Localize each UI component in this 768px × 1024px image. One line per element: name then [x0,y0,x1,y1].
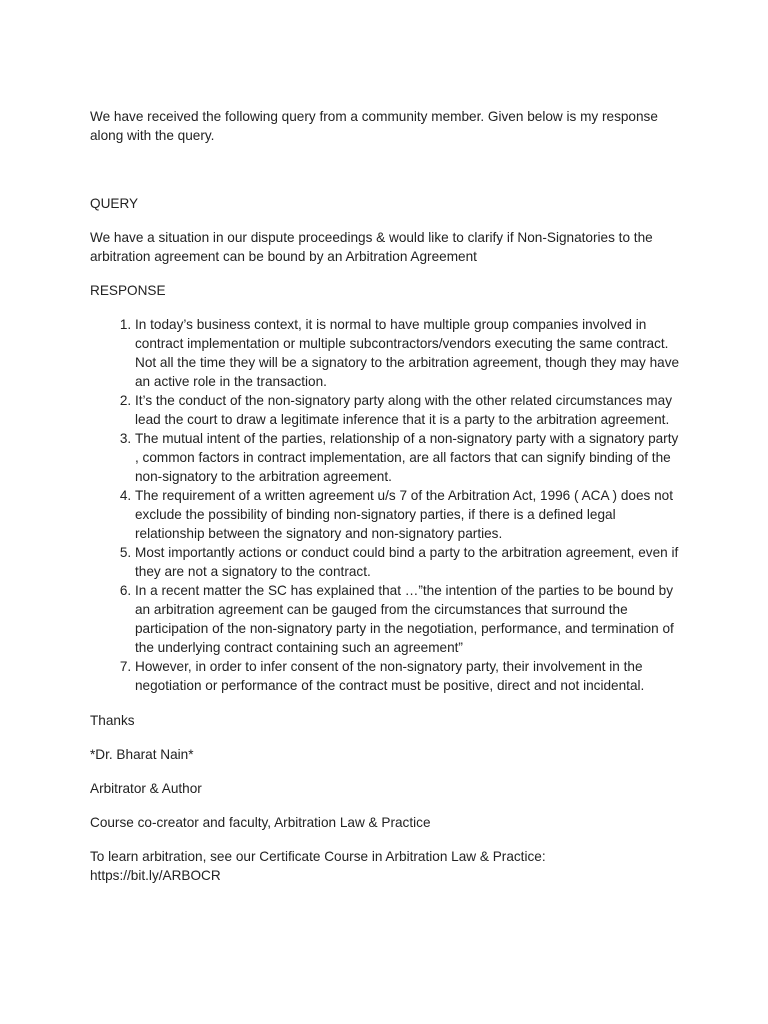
signoff-thanks: Thanks [90,713,135,728]
response-point: 2. It’s the conduct of the non-signatory party along with the other related circumstances may lead the court to draw a legitimate inference that it is a party to the arbitration agreement. [135,391,682,429]
response-point: 5. Most importantly actions or conduct could bind a party to the arbitration agreement, even if they are not a signatory to the contract. [135,543,682,581]
response-point: 7. However, in order to infer consent of the non-signatory party, their involvement in the negotiation or performance of the contract must be positive, direct and not incidental. [135,657,682,695]
response-point: 6. In a recent matter the SC has explained that …”the intention of the parties to be bound by an arbitration agreement can be gauged from the circumstances that surround the participation of the non-signatory party in the negotiation, performance, and termination of the underlying contract containing such an agreement” [135,581,682,657]
document-body [90,107,682,885]
response-point: 1. In today’s business context, it is normal to have multiple group companies involved in contract implementation or multiple subcontractors/vendors executing the same contract. Not all the time they will be a signatory to the arbitration agreement, though they may have an active role in the transaction. [135,315,682,391]
response-heading: RESPONSE [90,283,166,298]
signoff-role: Course co-creator and faculty, Arbitration Law & Practice [90,815,431,830]
learn-text: To learn arbitration, see our Certificate Course in Arbitration Law & Practice: [90,849,546,864]
signoff-title: Arbitrator & Author [90,781,202,796]
query-text: We have a situation in our dispute proceedings & would like to clarify if Non-Signatories to the arbitration agreement can be bound by an Arbitration Agreement [90,230,653,264]
response-point: 3. The mutual intent of the parties, relationship of a non-signatory party with a signatory party , common factors in contract implementation, are all factors that can signify binding of the non-signatory to the arbitration agreement. [135,429,682,486]
intro-paragraph: We have received the following query from a community member. Given below is my response along with the query. [90,109,658,143]
response-point: 4. The requirement of a written agreement u/s 7 of the Arbitration Act, 1996 ( ACA ) does not exclude the possibility of binding non-signatory parties, if there is a defined legal relationship between the signatory and non-signatory parties. [135,486,682,543]
query-heading: QUERY [90,196,139,211]
learn-paragraph [90,847,682,885]
signoff-name: *Dr. Bharat Nain* [90,747,194,762]
response-list [90,315,682,695]
course-link[interactable]: https://bit.ly/ARBOCR [90,868,221,883]
